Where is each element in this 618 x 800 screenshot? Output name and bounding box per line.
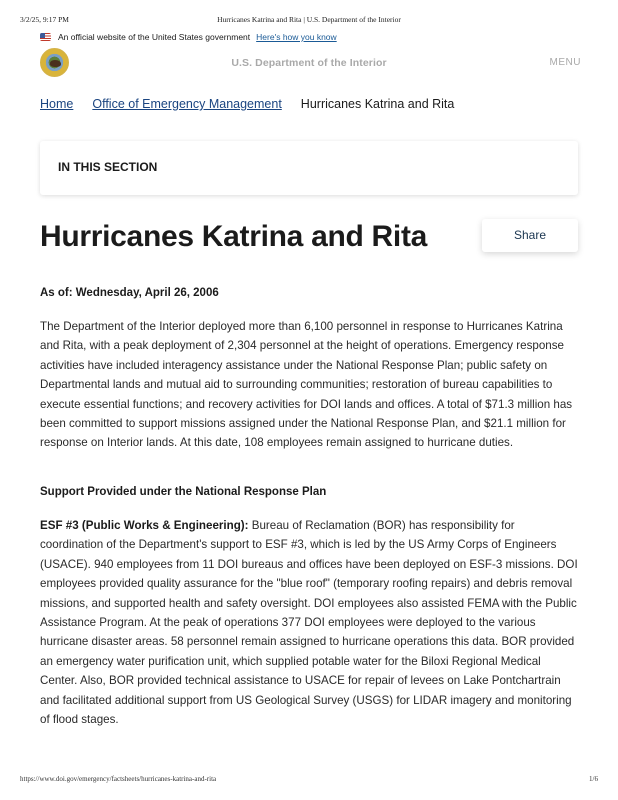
print-page-number: 1/6 [589, 775, 598, 783]
us-flag-icon [40, 33, 51, 41]
page-title: Hurricanes Katrina and Rita [40, 220, 428, 253]
breadcrumb-office-of-emergency-management[interactable]: Office of Emergency Management [92, 97, 282, 111]
print-datetime: 3/2/25, 9:17 PM [20, 15, 69, 24]
breadcrumb-home[interactable]: Home [40, 97, 74, 111]
site-name[interactable]: U.S. Department of the Interior [231, 57, 387, 69]
in-this-section-panel[interactable] [40, 141, 578, 195]
print-footer [0, 775, 618, 787]
section-subheading: Support Provided under the National Response Plan [40, 486, 327, 498]
in-this-section-label[interactable]: IN THIS SECTION [58, 160, 158, 174]
breadcrumb [40, 97, 454, 111]
esf3-label: ESF #3 (Public Works & Engineering): [40, 519, 249, 532]
esf3-text: Bureau of Reclamation (BOR) has responsibility for coordination of the Department's support to ESF #3, which is led by the US Army Corps of Engineers (USACE). 940 employees from 11 DOI bureaus and offices have been deployed on ESF-3 missions. DOI employees provided quality assurance for the "blue roof" (temporary roofing repairs) and debris removal missions, and supported health and safety oversight. DOI employees also assisted FEMA with the Public Assistance Program. At the peak of operations 377 DOI employees were deployed to the various hurricane disaster areas. 58 personnel remain assigned to hurricane operations this data. BOR provided an emergency water purification unit, which supplied potable water for the Biloxi Regional Medical Center. Also, BOR provided technical assistance to USACE for repair of levees on Lake Pontchartrain and facilitated additional support from US Geological Survey (USGS) for LIDAR imagery and monitoring of flood stages. [40, 519, 578, 727]
how-you-know-link[interactable]: Here's how you know [256, 32, 337, 42]
print-header [0, 15, 618, 27]
gov-banner-text: An official website of the United States government [58, 32, 251, 42]
site-header [0, 45, 618, 81]
print-url: https://www.doi.gov/emergency/factsheets/hurricanes-katrina-and-rita [20, 775, 217, 783]
gov-banner [40, 31, 337, 43]
intro-paragraph: The Department of the Interior deployed more than 6,100 personnel in response to Hurricanes Katrina and Rita, with a peak deployment of 2,304 personnel at the height of operations. Emergency response activities have included interagency assistance under the National Response Plan; public safety on Departmental lands and mutual aid to surrounding communities; restoration of bureau capabilities to execute essential functions; and recovery activities for DOI lands and offices. A total of $71.3 million has been committed to support missions assigned under the National Response Plan, and $21.1 million for response on Interior lands. At this date, 108 employees remain assigned to hurricane duties. [40, 320, 573, 450]
menu-button[interactable]: MENU [549, 57, 581, 68]
breadcrumb-current: Hurricanes Katrina and Rita [300, 97, 455, 111]
esf3-paragraph [40, 516, 580, 729]
share-button[interactable]: Share [482, 219, 578, 252]
print-doc-title: Hurricanes Katrina and Rita | U.S. Department of the Interior [217, 15, 401, 24]
as-of-date: As of: Wednesday, April 26, 2006 [40, 287, 219, 299]
